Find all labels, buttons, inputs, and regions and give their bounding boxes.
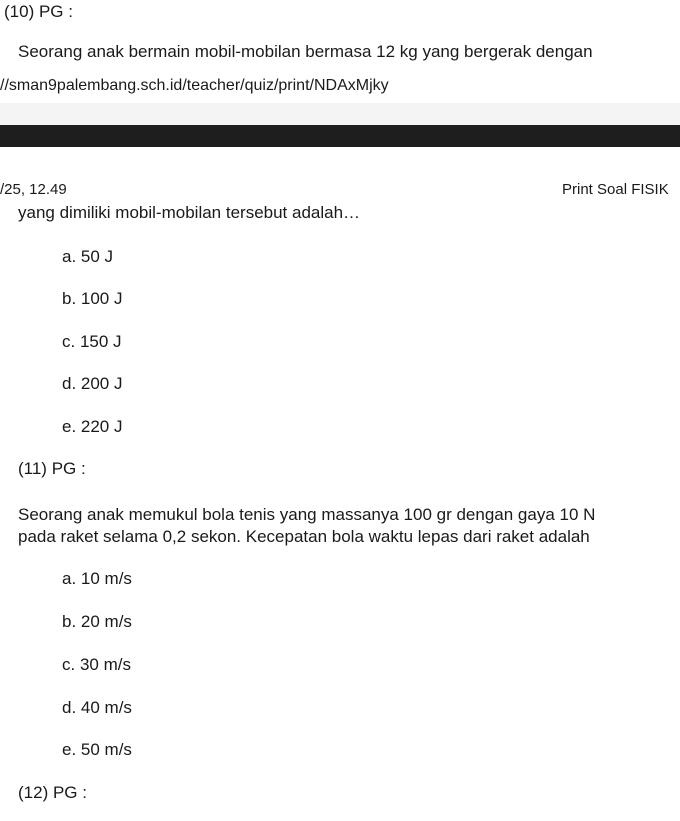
q11-question-line1: Seorang anak memukul bola tenis yang massanya 100 gr dengan gaya 10 N [18, 505, 596, 524]
q11-option-c: c. 30 m/s [62, 655, 131, 674]
q11-question-line2: pada raket selama 0,2 sekon. Kecepatan bola waktu lepas dari raket adalah [18, 527, 590, 546]
page-gap [0, 103, 680, 125]
print-datetime: /25, 12.49 [0, 181, 67, 198]
q11-option-a: a. 10 m/s [62, 569, 132, 588]
q10-question-text: Seorang anak bermain mobil-mobilan bermasa 12 kg yang bergerak dengan [18, 42, 593, 61]
q11-option-b: b. 20 m/s [62, 612, 132, 631]
q10-option-a: a. 50 J [62, 247, 114, 266]
q10-option-b: b. 100 J [62, 289, 123, 308]
q10-option-e: e. 220 J [62, 417, 123, 436]
page-break-band [0, 125, 680, 147]
q10-header: (10) PG : [4, 2, 73, 21]
q11-option-e: e. 50 m/s [62, 740, 132, 759]
q10-question-continued: yang dimiliki mobil-mobilan tersebut adalah… [18, 203, 361, 222]
q11-header: (11) PG : [18, 459, 86, 478]
q10-option-c: c. 150 J [62, 332, 122, 351]
print-url: //sman9palembang.sch.id/teacher/quiz/print/NDAxMjky [0, 77, 389, 94]
q12-header: (12) PG : [18, 783, 87, 802]
q10-option-d: d. 200 J [62, 374, 123, 393]
q11-option-d: d. 40 m/s [62, 698, 132, 717]
print-title: Print Soal FISIK [562, 181, 669, 198]
